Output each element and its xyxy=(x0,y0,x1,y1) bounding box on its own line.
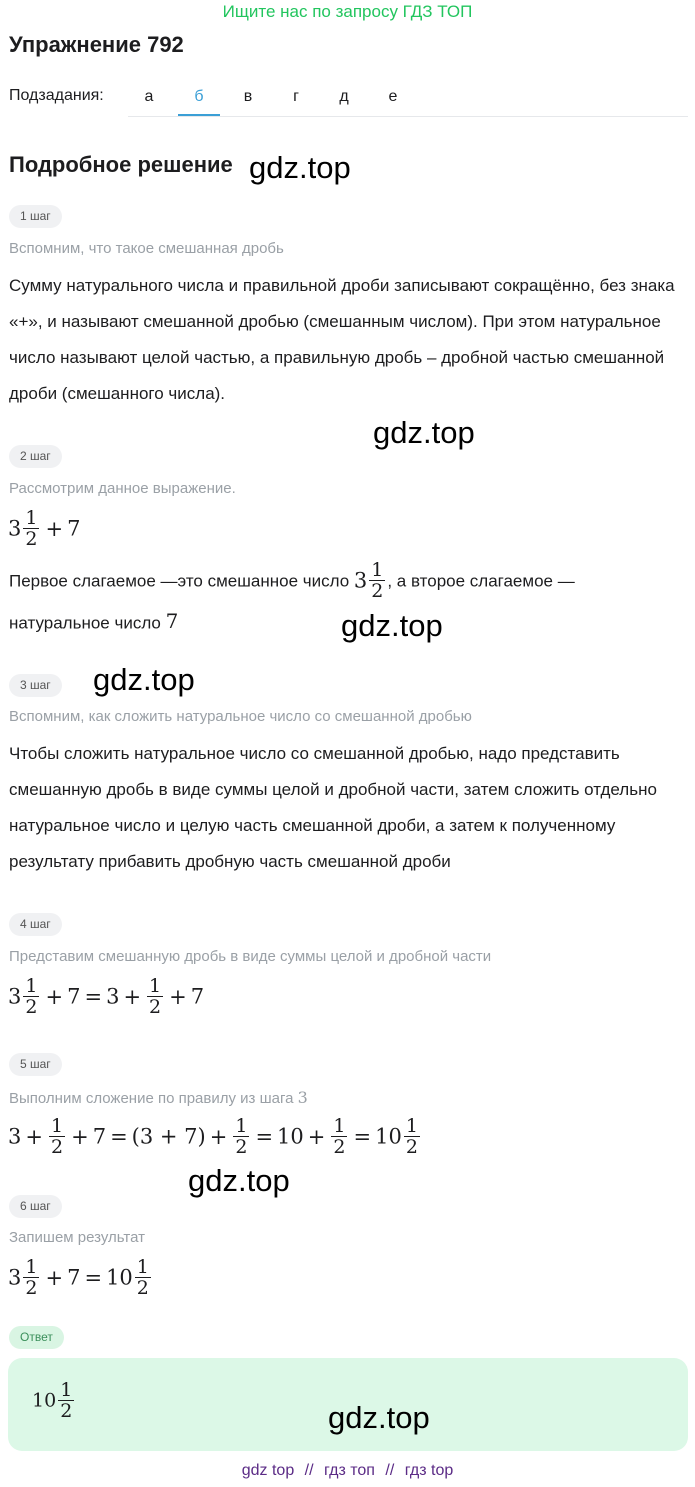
number: 7 xyxy=(190,984,205,1009)
numerator: 1 xyxy=(371,559,384,581)
number: 7 xyxy=(92,1124,107,1149)
expression-step-4 xyxy=(8,976,204,1017)
tab-b[interactable]: б xyxy=(178,78,220,116)
step-1-hint: Вспомним, что такое смешанная дробь xyxy=(9,240,284,257)
section-title: Подробное решение xyxy=(9,152,233,177)
denominator: 2 xyxy=(60,1400,73,1422)
footer-link-1[interactable]: gdz top xyxy=(241,1462,295,1479)
fraction xyxy=(369,560,385,601)
step-3-badge: 3 шаг xyxy=(9,674,62,697)
whole-part: 3 xyxy=(8,1265,22,1290)
denominator: 2 xyxy=(50,1136,64,1158)
page-title: Упражнение 792 xyxy=(9,32,184,57)
denominator: 2 xyxy=(25,1277,38,1299)
numerator: 1 xyxy=(50,1115,64,1137)
fraction xyxy=(404,1116,420,1157)
fraction xyxy=(331,1116,347,1157)
subtasks-label: Подзадания: xyxy=(9,87,104,104)
tab-g[interactable]: г xyxy=(293,88,299,105)
step-2-text-a: Первое слагаемое —это смешанное число xyxy=(9,571,354,591)
equals-sign: = xyxy=(110,1124,128,1149)
numerator: 1 xyxy=(136,1256,149,1278)
number: 7 xyxy=(165,609,179,633)
fraction xyxy=(23,508,39,549)
plus-sign: + xyxy=(71,1124,89,1149)
denominator: 2 xyxy=(333,1136,346,1158)
denominator: 2 xyxy=(136,1277,149,1299)
watermark: gdz.top xyxy=(188,1163,290,1198)
subtasks-tabs xyxy=(128,78,688,117)
step-reference-number: 3 xyxy=(297,1088,308,1107)
step-2-line-2 xyxy=(9,609,178,634)
numerator: 1 xyxy=(405,1115,418,1137)
numerator: 1 xyxy=(235,1115,248,1137)
step-2-hint: Рассмотрим данное выражение. xyxy=(9,480,236,497)
step-2-text-b: , а второе слагаемое — xyxy=(387,571,575,591)
number: 3 xyxy=(8,1124,22,1149)
plus-sign: + xyxy=(45,984,64,1009)
step-6-badge: 6 шаг xyxy=(9,1195,62,1218)
whole-part: 3 xyxy=(353,568,368,593)
footer-link-3[interactable]: гдз top xyxy=(404,1462,454,1479)
footer xyxy=(0,1462,695,1480)
step-6-hint: Запишем результат xyxy=(9,1229,145,1246)
fraction xyxy=(147,976,163,1017)
plus-sign: + xyxy=(209,1124,228,1149)
whole-part: 3 xyxy=(8,516,22,541)
step-5-badge: 5 шаг xyxy=(9,1053,62,1076)
plus-sign: + xyxy=(45,516,64,541)
watermark: gdz.top xyxy=(341,608,443,643)
numerator: 1 xyxy=(149,975,162,997)
watermark: gdz.top xyxy=(249,150,351,185)
plus-sign: + xyxy=(169,984,187,1009)
step-5-hint xyxy=(9,1088,308,1107)
watermark: gdz.top xyxy=(93,662,195,697)
numerator: 1 xyxy=(333,1115,346,1137)
number: 10 xyxy=(277,1124,304,1149)
step-4-hint: Представим смешанную дробь в виде суммы целой и дробной части xyxy=(9,948,492,965)
equals-sign: = xyxy=(84,984,103,1009)
grouped-sum: (3 + 7) xyxy=(131,1124,206,1149)
step-3-hint: Вспомним, как сложить натуральное число со смешанной дробью xyxy=(9,708,472,725)
whole-part: 10 xyxy=(32,1389,57,1412)
step-2-text-c: натуральное число xyxy=(9,613,166,633)
watermark: gdz.top xyxy=(373,415,475,450)
whole-part: 10 xyxy=(375,1124,402,1149)
step-2-line-1 xyxy=(9,560,575,601)
plus-sign: + xyxy=(25,1124,43,1149)
denominator: 2 xyxy=(25,996,38,1018)
denominator: 2 xyxy=(371,580,384,602)
expression-result xyxy=(8,1257,153,1298)
tab-a[interactable]: а xyxy=(144,88,154,105)
numerator: 1 xyxy=(25,507,38,529)
tab-v[interactable]: в xyxy=(243,88,253,105)
numerator: 1 xyxy=(60,1379,73,1401)
equals-sign: = xyxy=(84,1265,103,1290)
footer-separator: // xyxy=(385,1462,395,1479)
answer-value xyxy=(32,1380,76,1421)
expression-step-5 xyxy=(8,1116,422,1157)
numerator: 1 xyxy=(25,975,38,997)
fraction xyxy=(23,1257,39,1298)
step-5-hint-text: Выполним сложение по правилу из шага xyxy=(9,1090,294,1107)
fraction xyxy=(233,1116,249,1157)
top-banner: Ищите нас по запросу ГДЗ ТОП xyxy=(222,2,473,21)
equals-sign: = xyxy=(255,1124,274,1149)
denominator: 2 xyxy=(405,1136,418,1158)
watermark: gdz.top xyxy=(328,1400,430,1435)
step-2-badge: 2 шаг xyxy=(9,445,62,468)
tab-e[interactable]: е xyxy=(388,88,398,105)
footer-link-2[interactable]: гдз топ xyxy=(324,1462,375,1479)
number: 3 xyxy=(106,984,120,1009)
denominator: 2 xyxy=(149,996,162,1018)
expression-given xyxy=(8,508,80,549)
equals-sign: = xyxy=(353,1124,372,1149)
fraction xyxy=(58,1380,74,1421)
footer-separator: // xyxy=(304,1462,314,1479)
step-4-badge: 4 шаг xyxy=(9,913,62,936)
fraction xyxy=(49,1116,65,1157)
step-1-badge: 1 шаг xyxy=(9,205,62,228)
fraction xyxy=(23,976,39,1017)
number: 7 xyxy=(67,516,81,541)
denominator: 2 xyxy=(235,1136,248,1158)
plus-sign: + xyxy=(45,1265,64,1290)
step-3-text: Чтобы сложить натуральное число со смешанной дробью, надо представить смешанную дробь в виде суммы целой и дробной части, затем сложить отдельно натуральное число и целую часть смешанной дроби, а затем к полученному результату прибавить дробную часть смешанной дроби xyxy=(9,744,657,871)
denominator: 2 xyxy=(25,528,38,550)
whole-part: 10 xyxy=(106,1265,133,1290)
step-1-text: Сумму натурального числа и правильной дроби записывают сокращённо, без знака «+», и называют смешанной дробью (смешанным числом). При этом натуральное число называют целой частью, а правильную дробь – дробной частью смешанной дроби (смешанного числа). xyxy=(9,276,675,403)
answer-box xyxy=(8,1358,688,1451)
fraction xyxy=(135,1257,151,1298)
number: 7 xyxy=(67,1265,81,1290)
plus-sign: + xyxy=(123,984,142,1009)
whole-part: 3 xyxy=(8,984,22,1009)
tab-d[interactable]: д xyxy=(339,88,349,105)
answer-badge: Ответ xyxy=(9,1326,64,1349)
plus-sign: + xyxy=(307,1124,326,1149)
numerator: 1 xyxy=(25,1256,38,1278)
number: 7 xyxy=(67,984,81,1009)
